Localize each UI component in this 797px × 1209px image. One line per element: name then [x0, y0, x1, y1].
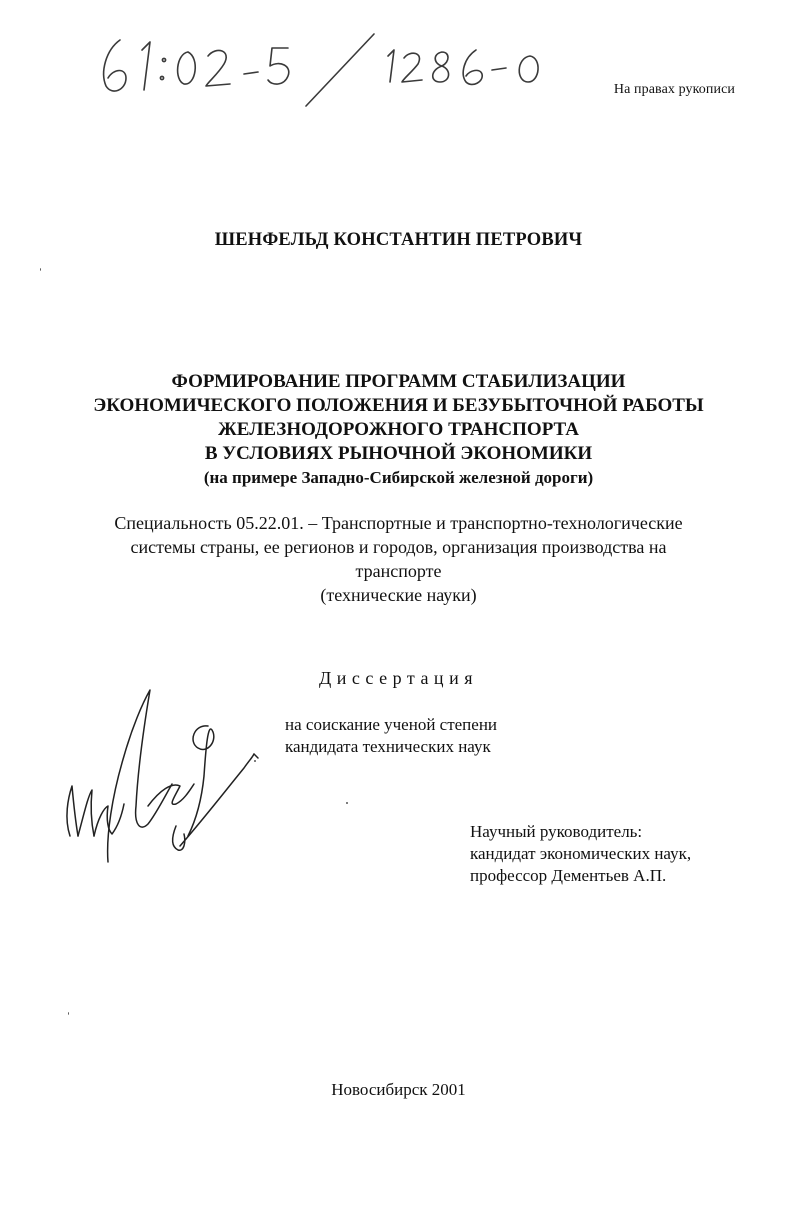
- title-subtitle: (на примере Западно-Сибирской железной дороги): [203, 468, 594, 487]
- degree-block: [285, 714, 497, 758]
- thesis-title: [0, 370, 797, 490]
- rights-note: На правах рукописи: [613, 82, 735, 97]
- degree-line: на соискание ученой степени: [285, 715, 498, 734]
- supervisor-block: [470, 821, 691, 887]
- supervisor-line: Научный руководитель:: [470, 822, 643, 841]
- specialty-line: транспорте: [355, 561, 442, 581]
- title-line: ЖЕЛЕЗНОДОРОЖНОГО ТРАНСПОРТА: [218, 419, 579, 440]
- degree-line: кандидата технических наук: [285, 737, 491, 756]
- specialty-block: [0, 511, 797, 607]
- document-type: Диссертация: [319, 668, 478, 688]
- title-line: ФОРМИРОВАНИЕ ПРОГРАММ СТАБИЛИЗАЦИИ: [171, 371, 626, 392]
- supervisor-line: профессор Дементьев А.П.: [470, 866, 667, 885]
- specialty-line: (технические науки): [320, 585, 477, 605]
- handwritten-archive-code: [92, 28, 562, 110]
- author-name: ШЕНФЕЛЬД КОНСТАНТИН ПЕТРОВИЧ: [214, 230, 583, 250]
- title-line: ЭКОНОМИЧЕСКОГО ПОЛОЖЕНИЯ И БЕЗУБЫТОЧНОЙ РАБОТЫ: [93, 395, 704, 416]
- scan-speck: [346, 802, 348, 804]
- scan-speck: [254, 760, 256, 762]
- specialty-line: Специальность 05.22.01. – Транспортные и транспортно-технологические: [114, 513, 683, 533]
- scan-speck: [68, 1012, 69, 1015]
- title-line: В УСЛОВИЯХ РЫНОЧНОЙ ЭКОНОМИКИ: [204, 443, 593, 464]
- place-and-year: Новосибирск 2001: [331, 1080, 466, 1099]
- author-signature: [48, 686, 278, 871]
- scan-speck: [40, 268, 41, 271]
- supervisor-line: кандидат экономических наук,: [470, 844, 692, 863]
- specialty-line: системы страны, ее регионов и городов, организация производства на: [130, 537, 667, 557]
